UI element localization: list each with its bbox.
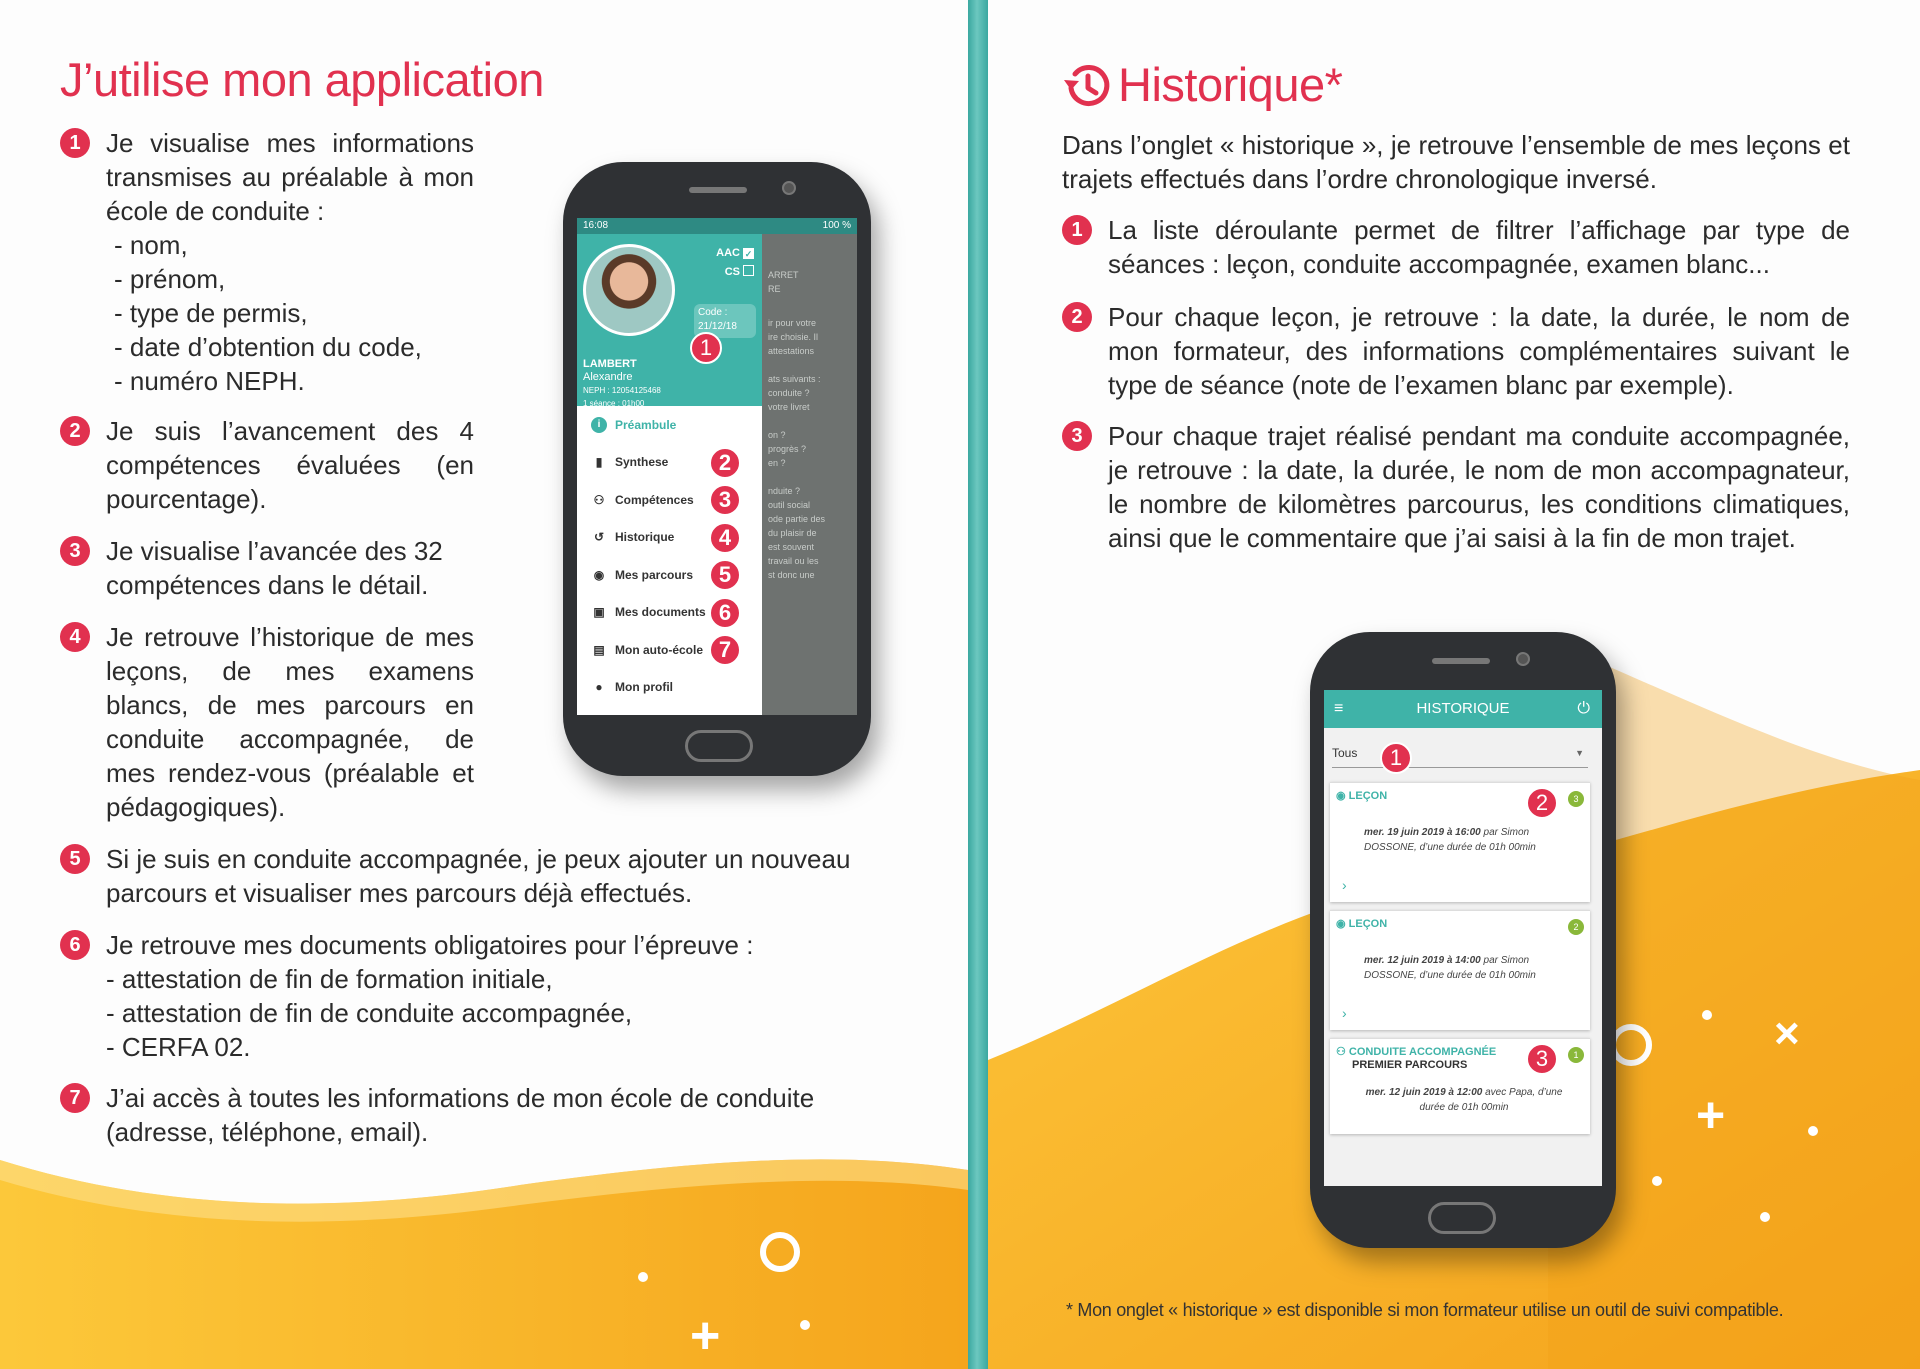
bg-text: en ? <box>768 458 786 468</box>
cs-checkbox[interactable] <box>743 265 754 276</box>
student-first-name: Alexandre <box>583 371 633 383</box>
bg-text: progrès ? <box>768 444 807 454</box>
history-icon <box>1061 60 1113 112</box>
step-2 <box>1062 300 1850 402</box>
student-last-name: LAMBERT <box>583 358 637 370</box>
step-6 <box>60 928 920 1064</box>
card-type-label: LEÇON <box>1348 790 1388 802</box>
step-number: 1 <box>1062 215 1092 245</box>
page-title: J’utilise mon application <box>60 53 544 106</box>
chevron-right-icon[interactable]: › <box>1342 877 1347 893</box>
status-time: 16:08 <box>583 220 609 231</box>
history-card-lesson[interactable] <box>1330 782 1590 902</box>
info-icon: i <box>591 417 607 433</box>
code-date: 21/12/18 <box>698 321 737 332</box>
step-subitem: - attestation de fin de conduite accompagnée, <box>106 998 633 1028</box>
step-2 <box>60 414 474 516</box>
step-subitem: - CERFA 02. <box>106 1032 251 1062</box>
step-number: 3 <box>60 536 90 566</box>
chart-icon: ▮ <box>595 455 603 470</box>
chevron-right-icon[interactable]: › <box>1342 1005 1347 1021</box>
card-by: par Simon <box>1483 955 1530 966</box>
card-details <box>1364 953 1536 983</box>
app-bar-title: HISTORIQUE <box>1416 700 1510 717</box>
step-subitem: - prénom, <box>114 264 226 294</box>
bg-text: ats suivants : <box>768 374 821 384</box>
step-number: 2 <box>1062 302 1092 332</box>
card-duration: DOSSONE, d’une durée de 01h 00min <box>1364 970 1536 981</box>
aac-label: AAC <box>716 247 740 259</box>
step-7 <box>60 1081 920 1149</box>
status-battery: 100 % <box>822 220 851 231</box>
phone-camera <box>1516 652 1530 666</box>
phone-camera <box>782 181 796 195</box>
menu-item-mon-profil[interactable] <box>577 669 762 707</box>
step-4 <box>60 620 474 824</box>
store-icon: ▤ <box>593 642 605 657</box>
phone-speaker <box>1432 658 1490 664</box>
bg-text: est souvent <box>768 542 815 552</box>
student-neph: NEPH : 12054125468 <box>583 386 661 395</box>
footnote: * Mon onglet « historique » est disponible si mon formateur utilise un outil de suivi compatible. <box>1066 1300 1784 1320</box>
callout-badge-7: 7 <box>709 634 741 666</box>
cross-decoration: × <box>1774 1009 1800 1058</box>
card-type: ⚇ CONDUITE ACCOMPAGNÉE <box>1336 1046 1497 1058</box>
phone-screen <box>1324 690 1602 1186</box>
folder-icon: ▣ <box>593 605 605 620</box>
code-label: Code : <box>698 307 728 318</box>
callout-badge-3: 3 <box>1526 1043 1558 1075</box>
card-type: ◉ LEÇON <box>1336 790 1388 802</box>
menu-item-label: Mon profil <box>615 680 673 695</box>
bg-text: RE <box>768 284 781 294</box>
step-3 <box>1062 419 1850 555</box>
phone-screen <box>577 218 857 715</box>
count-badge: 1 <box>1568 1047 1584 1063</box>
menu-item-label: Préambule <box>615 417 677 432</box>
student-seance: 1 séance : 01h00 <box>583 399 645 408</box>
avatar <box>583 244 675 336</box>
aac-checkbox[interactable]: ✓ <box>744 249 753 259</box>
compass-icon: ◉ <box>593 567 605 582</box>
step-text: Si je suis en conduite accompagnée, je peux ajouter un nouveau parcours et visualiser mes parcours déjà effectués. <box>106 844 851 908</box>
phone-menu-mockup <box>563 162 871 776</box>
card-duration: DOSSONE, d’une durée de 01h 00min <box>1364 842 1536 853</box>
callout-badge-1: 1 <box>690 332 722 364</box>
count-badge: 2 <box>1568 919 1584 935</box>
callout-badge-6: 6 <box>709 597 741 629</box>
bg-text: st donc une <box>768 570 815 580</box>
menu-item-preambule[interactable] <box>577 406 762 444</box>
power-icon[interactable]: ⏻ <box>1577 700 1590 717</box>
step-1 <box>1062 213 1850 281</box>
callout-badge-4: 4 <box>709 522 741 554</box>
card-details <box>1364 825 1536 855</box>
menu-item-label: Mes parcours <box>615 567 694 582</box>
step-subitem: - numéro NEPH. <box>114 366 305 396</box>
card-by: avec Papa, d’une <box>1485 1087 1563 1098</box>
step-text: Pour chaque trajet réalisé pendant ma conduite accompagnée, je retrouve : la date, la durée, le nom de mon accompagnateur, le nombre de kilomètres parcourus, les conditions climatiques, ainsi que le commentaire que j’ai saisi à la fin de mon trajet. <box>1108 421 1850 553</box>
step-text: Je retrouve l’historique de mes leçons, de mes examens blancs, de mes parcours en conduite accompagnée, de mes rendez-vous (préalable et pédagogiques). <box>106 622 474 822</box>
menu-item-competences[interactable] <box>577 481 762 519</box>
dot-decoration <box>1702 1010 1712 1020</box>
step-text: Je visualise mes informations transmises au préalable à mon école de conduite : <box>106 128 474 226</box>
step-text: Je suis l’avancement des 4 compétences évaluées (en pourcentage). <box>106 416 474 514</box>
permit-flags <box>716 244 754 282</box>
step-number: 3 <box>1062 421 1092 451</box>
card-date: mer. 19 juin 2019 à 16:00 <box>1364 827 1481 838</box>
step-subitem: - nom, <box>114 230 188 260</box>
drawer-header <box>577 234 762 406</box>
menu-item-historique[interactable] <box>577 519 762 557</box>
step-subitem: - date d’obtention du code, <box>114 332 422 362</box>
student-info <box>583 358 661 410</box>
step-5 <box>60 842 920 910</box>
dot-decoration <box>800 1320 810 1330</box>
plus-decoration: + <box>690 1307 721 1365</box>
step-subitem: - attestation de fin de formation initiale, <box>106 964 553 994</box>
bg-text: ARRET <box>768 270 799 280</box>
menu-item-label: Compétences <box>615 492 694 507</box>
menu-item-mes-documents[interactable] <box>577 594 762 632</box>
bg-text: attestations <box>768 346 815 356</box>
page-title: Historique* <box>1118 58 1343 111</box>
step-number: 1 <box>60 128 90 158</box>
step-number: 7 <box>60 1083 90 1113</box>
step-text: J’ai accès à toutes les informations de mon école de conduite (adresse, téléphone, email). <box>106 1083 815 1147</box>
bg-text: ir pour votre <box>768 318 817 328</box>
cs-label: CS <box>724 266 740 278</box>
chevron-down-icon: ▼ <box>1575 748 1584 758</box>
step-number: 5 <box>60 844 90 874</box>
card-date: mer. 12 juin 2019 à 14:00 <box>1364 955 1481 966</box>
card-type-label: LEÇON <box>1348 918 1388 930</box>
step-1 <box>60 126 474 398</box>
menu-item-label: Historique <box>615 530 675 545</box>
profile-icon: ● <box>595 680 603 695</box>
step-text: Je retrouve mes documents obligatoires pour l’épreuve : <box>106 930 754 960</box>
filter-value: Tous <box>1332 746 1358 760</box>
step-text: Pour chaque leçon, je retrouve : la date, la durée, le nom de mon formateur, des informations complémentaires suivant le type de séance (note de l’examen blanc par exemple). <box>1108 302 1850 400</box>
bg-text: votre livret <box>768 402 810 412</box>
home-button[interactable] <box>685 730 753 762</box>
card-subtitle: PREMIER PARCOURS <box>1352 1059 1468 1071</box>
menu-item-label: Mes documents <box>615 605 706 620</box>
card-duration: durée de 01h 00min <box>1419 1102 1509 1113</box>
status-bar <box>577 218 857 234</box>
step-text: Je visualise l’avancée des 32 compétences dans le détail. <box>106 536 443 600</box>
dot-decoration <box>1808 1126 1818 1136</box>
bg-text: du plaisir de <box>768 528 817 538</box>
step-number: 4 <box>60 622 90 652</box>
person-icon: ⚇ <box>593 492 605 507</box>
circle-decoration <box>1610 1024 1652 1066</box>
step-3 <box>60 534 474 602</box>
menu-item-mon-auto-ecole[interactable] <box>577 631 762 669</box>
count-badge: 3 <box>1568 791 1584 807</box>
bg-text: ode partie des <box>768 514 826 524</box>
phone-speaker <box>689 187 747 193</box>
hamburger-menu-icon[interactable]: ≡ <box>1334 700 1344 717</box>
history-card-accompanied[interactable] <box>1330 1038 1590 1134</box>
plus-decoration: + <box>1696 1087 1726 1143</box>
card-type: ◉ LEÇON <box>1336 918 1388 930</box>
menu-item-mes-parcours[interactable] <box>577 556 762 594</box>
history-card-lesson[interactable] <box>1330 910 1590 1030</box>
bg-text: travail ou les <box>768 556 819 566</box>
callout-badge-3: 3 <box>709 484 741 516</box>
home-button[interactable] <box>1428 1202 1496 1234</box>
bg-text: ire choisie. Il <box>768 332 819 342</box>
callout-badge-2: 2 <box>709 447 741 479</box>
step-number: 6 <box>60 930 90 960</box>
card-type-label: CONDUITE ACCOMPAGNÉE <box>1348 1046 1497 1058</box>
step-number: 2 <box>60 416 90 446</box>
history-icon: ↺ <box>593 530 605 545</box>
card-by: par Simon <box>1483 827 1530 838</box>
right-page <box>988 0 1920 1369</box>
bg-text: conduite ? <box>768 388 810 398</box>
bg-text: on ? <box>768 430 786 440</box>
intro-text: Dans l’onglet « historique », je retrouve l’ensemble de mes leçons et trajets effectués dans l’ordre chronologique inversé. <box>1062 130 1850 194</box>
callout-badge-5: 5 <box>709 559 741 591</box>
callout-badge-2: 2 <box>1526 787 1558 819</box>
dot-decoration <box>1652 1176 1662 1186</box>
dimmed-content[interactable] <box>762 234 857 715</box>
bg-text: outil social <box>768 500 811 510</box>
callout-badge-1: 1 <box>1380 742 1412 774</box>
menu-item-label: Synthese <box>615 455 669 470</box>
booklet-spine <box>968 0 988 1369</box>
menu-item-synthese[interactable] <box>577 444 762 482</box>
app-bar <box>1324 690 1602 728</box>
bg-text: nduite ? <box>768 486 801 496</box>
filter-dropdown[interactable] <box>1332 738 1588 768</box>
step-text: La liste déroulante permet de filtrer l’affichage par type de séances : leçon, conduite accompagnée, examen blanc... <box>1108 215 1850 279</box>
card-details <box>1354 1085 1574 1115</box>
dot-decoration <box>638 1272 648 1282</box>
step-subitem: - type de permis, <box>114 298 308 328</box>
drawer-menu <box>577 406 762 706</box>
card-date: mer. 12 juin 2019 à 12:00 <box>1365 1087 1483 1098</box>
menu-item-label: Mon auto-école <box>615 642 704 657</box>
phone-history-mockup <box>1310 632 1616 1248</box>
dot-decoration <box>1760 1212 1770 1222</box>
circle-decoration <box>760 1232 800 1272</box>
